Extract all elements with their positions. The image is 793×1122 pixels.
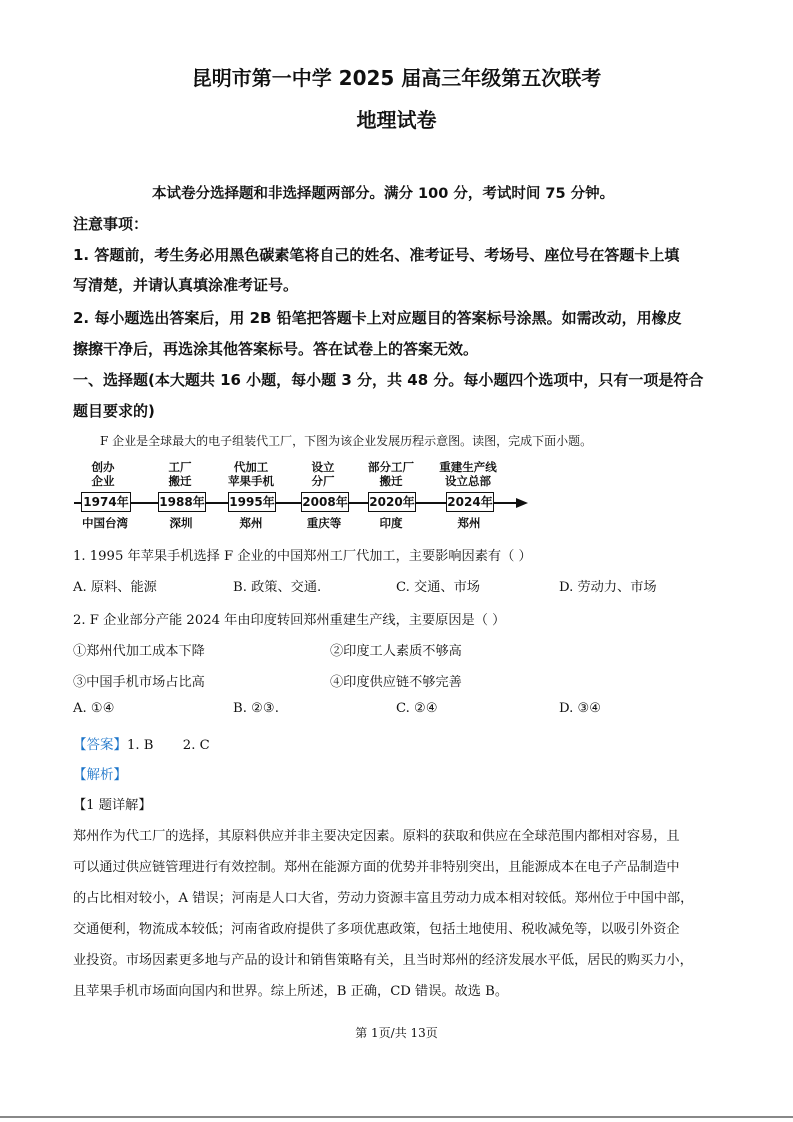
timeline-event-label: 创办 企业 [91, 460, 115, 488]
question-1-option-d: D. 劳动力、市场 [559, 580, 657, 595]
timeline-event-label: 工厂 搬迁 [168, 460, 192, 488]
intro-text: 本试卷分选择题和非选择题两部分。满分 100 分，考试时间 75 分钟。 [152, 186, 615, 202]
timeline-event-label: 部分工厂 搬迁 [368, 460, 414, 488]
question-2-option-c: C. ②④ [396, 701, 438, 716]
page-bottom-border [0, 1116, 793, 1118]
answer-text: 1. B 2. C [127, 738, 210, 753]
notice-item-2-line-1: 2. 每小题选出答案后，用 2B 铅笔把答题卡上对应题目的答案标号涂黑。如需改动，用橡皮 [73, 309, 682, 327]
timeline-event-label: 重建生产线 设立总部 [439, 460, 497, 488]
section-heading-line-2: 题目要求的) [73, 402, 155, 420]
notice-heading: 注意事项： [73, 215, 149, 233]
section-heading-line-1: 一、选择题(本大题共 16 小题，每小题 3 分，共 48 分。每小题四个选项中，只有一项是符合 [73, 371, 704, 389]
question-2-option-b: B. ②③. [233, 701, 279, 716]
exam-subtitle: 地理试卷 [356, 108, 437, 132]
notice-item-2-line-2: 擦擦干净后，再选涂其他答案标号。答在试卷上的答案无效。 [73, 340, 479, 358]
timeline-year-box: 2008年 [301, 492, 349, 512]
answer-line [73, 733, 210, 753]
notice-item-1-line-1: 1. 答题前，考生务必用黑色碳素笔将自己的姓名、准考证号、考场号、座位号在答题卡上填 [73, 246, 680, 264]
timeline-year-box: 1974年 [81, 492, 131, 512]
timeline-place: 中国台湾 [82, 516, 128, 530]
page-footer: 第 1页/共 13页 [355, 1026, 438, 1040]
question-2-stem: 2. F 企业部分产能 2024 年由印度转回郑州重建生产线，主要原因是（ ） [73, 613, 506, 628]
detail-line: 郑州作为代工厂的选择，其原料供应并非主要决定因素。原料的获取和供应在全球范围内都相对容易，且 [73, 829, 680, 844]
question-1-option-a: A. 原料、能源 [73, 580, 157, 595]
timeline-year-box: 1995年 [228, 492, 276, 512]
timeline-event-label: 代加工 苹果手机 [228, 460, 274, 488]
exam-title: 昆明市第一中学 2025 届高三年级第五次联考 [191, 66, 602, 90]
detail-line: 可以通过供应链管理进行有效控制。郑州在能源方面的优势并非特别突出，且能源成本在电子产品制造中 [73, 860, 680, 875]
analysis-tag: 【解析】 [73, 767, 127, 783]
timeline-year-box: 2024年 [446, 492, 494, 512]
timeline-place: 重庆等 [306, 516, 342, 530]
detail-line: 的占比相对较小，A 错误；河南是人口大省，劳动力资源丰富且劳动力成本相对较低。郑州位于中国中部， [73, 891, 694, 906]
timeline-place: 深圳 [169, 516, 193, 530]
question-2-statement-1: ①郑州代加工成本下降 [73, 644, 205, 659]
question-2-option-d: D. ③④ [559, 701, 602, 716]
question-2-option-a: A. ①④ [73, 701, 115, 716]
timeline-place: 印度 [379, 516, 403, 530]
timeline-year-box: 2020年 [368, 492, 416, 512]
question-2-statement-4: ④印度供应链不够完善 [330, 675, 462, 690]
question-1-option-b: B. 政策、交通. [233, 580, 322, 595]
detail-line: 业投资。市场因素更多地与产品的设计和销售策略有关，且当时郑州的经济发展水平低，居民的购买力小， [73, 953, 693, 968]
question-2-statement-3: ③中国手机市场占比高 [73, 675, 205, 690]
question-1-stem: 1. 1995 年苹果手机选择 F 企业的中国郑州工厂代加工，主要影响因素有（ ） [73, 549, 532, 564]
timeline-place: 郑州 [457, 516, 481, 530]
question-1-option-c: C. 交通、市场 [396, 580, 480, 595]
notice-item-1-line-2: 写清楚，并请认真填涂准考证号。 [73, 276, 299, 294]
detail-line: 且苹果手机市场面向国内和世界。综上所述，B 正确，CD 错误。故选 B。 [73, 984, 509, 999]
detail-heading: 【1 题详解】 [73, 798, 152, 813]
timeline-event-label: 设立 分厂 [311, 460, 335, 488]
passage-intro: F 企业是全球最大的电子组装代工厂，下图为该企业发展历程示意图。读图，完成下面小题。 [100, 434, 593, 448]
timeline-year-box: 1988年 [158, 492, 206, 512]
question-2-statement-2: ②印度工人素质不够高 [330, 644, 462, 659]
timeline-place: 郑州 [239, 516, 263, 530]
detail-line: 交通便利，物流成本较低；河南省政府提供了多项优惠政策，包括土地使用、税收减免等，以吸引外资企 [73, 922, 680, 937]
answer-tag: 【答案】 [73, 737, 127, 753]
